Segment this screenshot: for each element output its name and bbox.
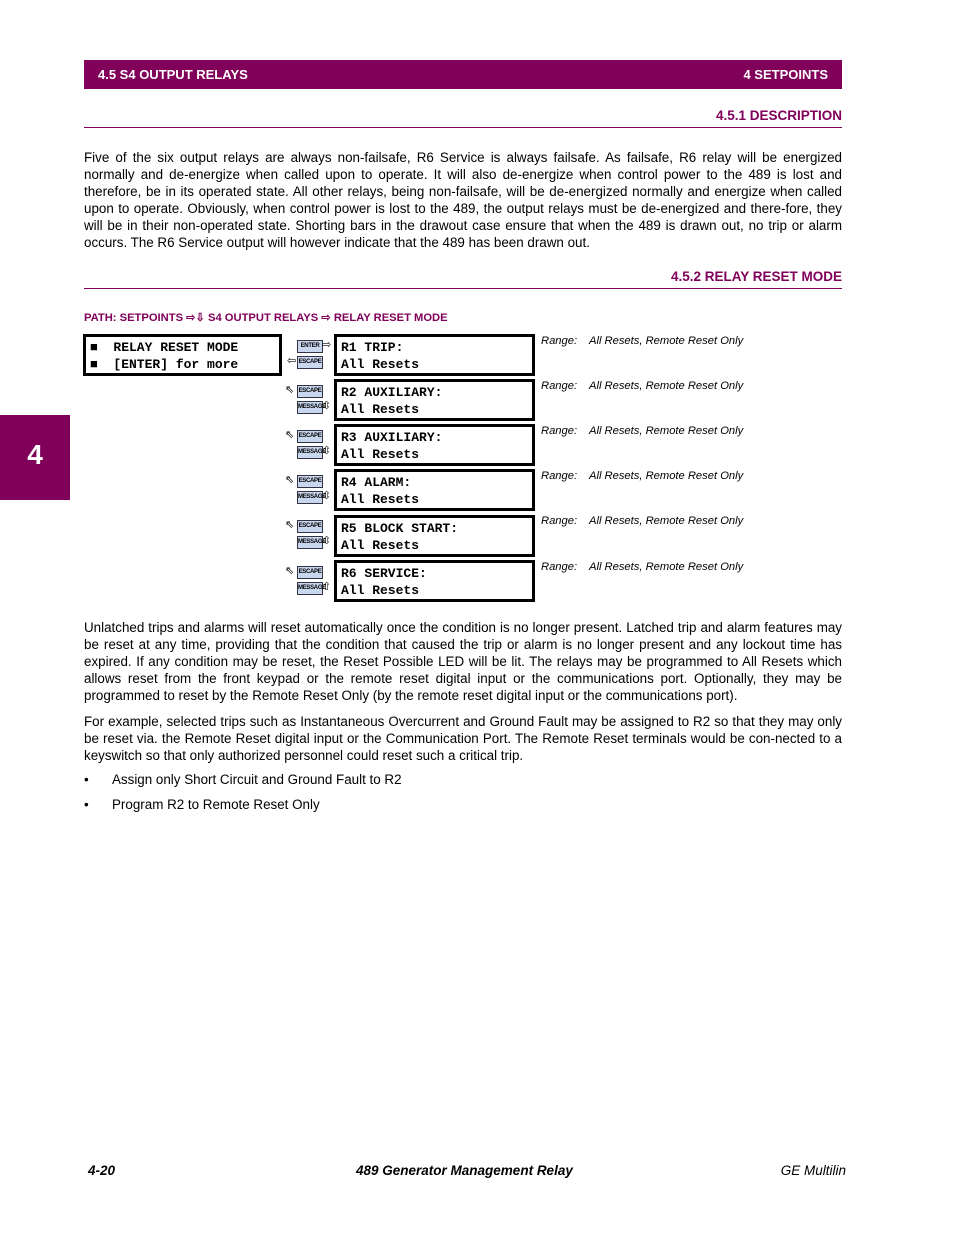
up-down-arrow-icon: ⇳ [322,400,332,412]
escape-key-icon: ESCAPE [297,566,323,579]
range-label: Range: [541,470,578,482]
left-arrow-icon: ⇦ [287,355,297,367]
escape-key-icon: ESCAPE [297,356,323,369]
setting-display-r6 [334,560,535,602]
setting-display-r3 [334,424,535,466]
up-down-arrow-icon: ⇳ [322,490,332,502]
right-arrow-icon: ⇨ [322,339,332,351]
display-line: ■ RELAY RESET MODE [90,340,239,355]
range-values: All Resets, Remote Reset Only [589,470,744,482]
range-label: Range: [541,561,578,573]
back-arrow-icon: ⇖ [285,384,295,396]
menu-header-display [83,334,282,376]
setting-name: R3 AUXILIARY: [341,430,443,445]
setting-value: All Resets [341,583,420,598]
message-key-icon: MESSAGE [297,491,323,504]
setting-value: All Resets [341,492,420,507]
setting-name: R5 BLOCK START: [341,521,459,536]
chapter-tab: 4 [0,415,70,500]
setting-name: R4 ALARM: [341,475,412,490]
description-paragraph: Five of the six output relays are always non-failsafe, R6 Service is always failsafe. As failsafe, R6 relay will be energized normally and de-energize when called upon to operate. It will also de-energize when control power to the 489 is lost and therefore, be in its operated state. All other relays, being non-failsafe, will be de-energized normally and energize when called upon to operate. Obviously, when control power is lost to the 489, the output relays must be de-energized and there-fore, they will be in their non-operated state. Shorting bars in the drawout case ensure that when the 489 is drawn out, no trip or alarm occurs. The R6 Service output will however indicate that the 489 has been drawn out. [84,150,842,250]
range-note [541,380,743,392]
range-note [541,470,743,482]
setting-display-r4 [334,469,535,511]
setting-name: R1 TRIP: [341,340,404,355]
range-values: All Resets, Remote Reset Only [589,561,744,573]
range-values: All Resets, Remote Reset Only [589,335,744,347]
up-down-arrow-icon: ⇳ [322,535,332,547]
footer-company: GE Multilin [780,1163,846,1178]
range-values: All Resets, Remote Reset Only [589,380,744,392]
range-values: All Resets, Remote Reset Only [589,425,744,437]
escape-key-icon: ESCAPE [297,475,323,488]
range-note [541,515,743,527]
setting-display-r5 [334,515,535,557]
up-arrow-icon: ⇧ [322,581,332,593]
setting-name: R2 AUXILIARY: [341,385,443,400]
escape-key-icon: ESCAPE [297,430,323,443]
page-header-bar [84,60,842,89]
reset-explanation-paragraph: Unlatched trips and alarms will reset automatically once the condition is no longer present. Latched trip and alarm features may be reset at any time, providing that the condition that caused the trip or alarm is no longer present and any lockout time has expired. If any condition may be reset, the Reset Possible LED will be lit. The relays may be programmed to All Resets which allows reset from the front keypad or the remote reset digital input or the communications port. Optionally, they may be programmed to reset by the Remote Reset Only (by the remote reset digital input or the communications port). [84,620,842,703]
footer-title: 489 Generator Management Relay [356,1163,573,1178]
setting-value: All Resets [341,402,420,417]
escape-key-icon: ESCAPE [297,385,323,398]
range-label: Range: [541,380,578,392]
setting-display-r1 [334,334,535,376]
back-arrow-icon: ⇖ [285,474,295,486]
up-down-arrow-icon: ⇳ [322,445,332,457]
message-key-icon: MESSAGE [297,446,323,459]
range-label: Range: [541,335,578,347]
bullet-icon: • [84,797,89,812]
setting-value: All Resets [341,447,420,462]
display-line: ■ [ENTER] for more [90,357,239,372]
section-rule [84,127,842,128]
back-arrow-icon: ⇖ [285,429,295,441]
setting-value: All Resets [341,357,420,372]
range-note [541,425,743,437]
section-heading-relay-reset-mode: 4.5.2 RELAY RESET MODE [670,269,842,284]
bullet-text: Assign only Short Circuit and Ground Fault to R2 [112,772,402,787]
message-key-icon: MESSAGE [297,536,323,549]
range-values: All Resets, Remote Reset Only [589,515,744,527]
range-note [541,561,743,573]
example-paragraph: For example, selected trips such as Instantaneous Overcurrent and Ground Fault may be assigned to R2 so that they may only be reset via. the Remote Reset digital input or the Communication Port. The Remote Reset terminals would be con-nected to a keyswitch so that only authorized personnel could reset such a critical trip. [84,714,842,763]
section-rule [84,288,842,289]
escape-key-icon: ESCAPE [297,520,323,533]
bullet-text: Program R2 to Remote Reset Only [112,797,320,812]
setting-value: All Resets [341,538,420,553]
section-heading-description: 4.5.1 DESCRIPTION [715,108,842,123]
message-key-icon: MESSAGE [297,582,323,595]
menu-path: PATH: SETPOINTS ⇨⇩ S4 OUTPUT RELAYS ⇨ RELAY RESET MODE [84,312,448,324]
back-arrow-icon: ⇖ [285,565,295,577]
header-section-title: 4.5 S4 OUTPUT RELAYS [98,67,248,82]
range-label: Range: [541,515,578,527]
range-note [541,335,743,347]
message-key-icon: MESSAGE [297,401,323,414]
setting-display-r2 [334,379,535,421]
bullet-icon: • [84,772,89,787]
setting-name: R6 SERVICE: [341,566,427,581]
header-chapter-title: 4 SETPOINTS [743,67,828,82]
back-arrow-icon: ⇖ [285,519,295,531]
range-label: Range: [541,425,578,437]
footer-page-number: 4-20 [88,1163,116,1178]
enter-key-icon: ENTER [297,340,323,353]
